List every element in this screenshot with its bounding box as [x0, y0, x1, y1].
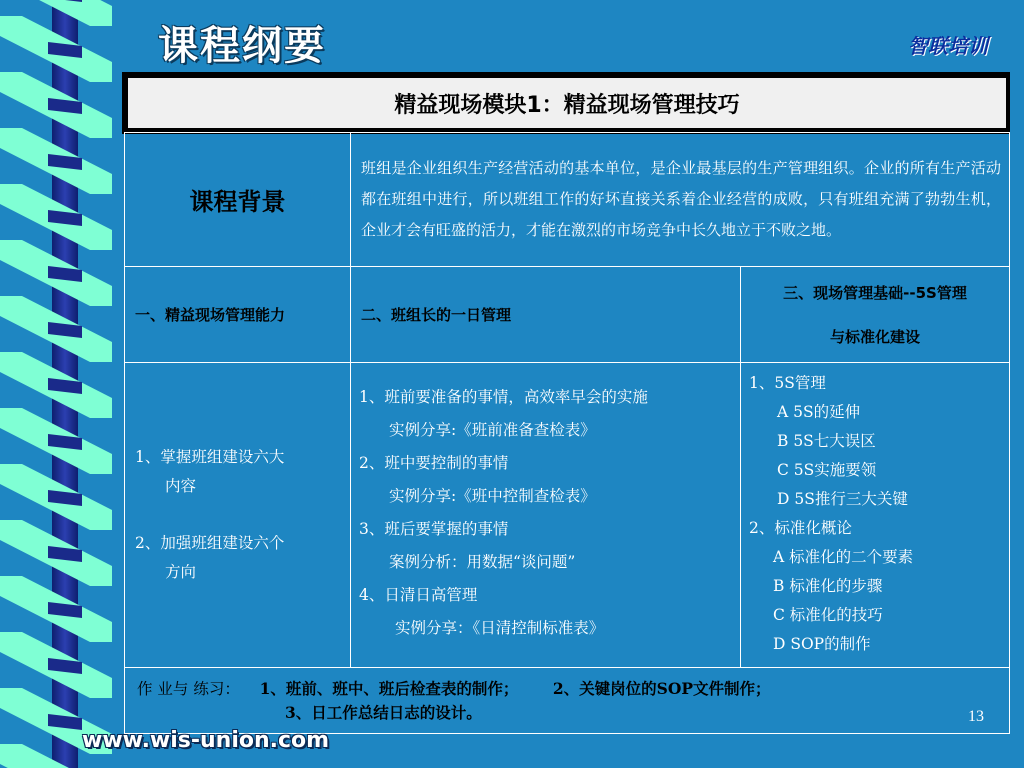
list-item: A 标准化的二个要素: [773, 548, 914, 566]
column-heading-2: 二、班组长的一日管理: [351, 267, 741, 363]
list-item: 1、5S管理: [749, 374, 826, 392]
website-url[interactable]: www.wis-union.com: [82, 728, 330, 753]
list-item: B 5S七大误区: [777, 432, 876, 450]
list-item: C 标准化的技巧: [773, 606, 883, 624]
column-heading-3-line1: 三、现场管理基础--5S管理: [783, 283, 967, 302]
list-item: 2、班中要控制的事情: [359, 454, 509, 472]
column-heading-1: 一、精益现场管理能力: [125, 267, 351, 363]
list-item: C 5S实施要领: [777, 461, 877, 479]
column-3-content: [741, 363, 1010, 668]
column-1-content: [125, 363, 351, 668]
module-title: 精益现场模块1：精益现场管理技巧: [128, 78, 1006, 128]
column-heading-row: [125, 267, 1010, 363]
column-heading-3-line2: 与标准化建设: [829, 327, 920, 346]
page-number: 13: [968, 708, 984, 725]
list-item: 实例分享:《班前准备查检表》: [389, 421, 596, 439]
column-2-content: [351, 363, 741, 668]
column-heading-3: [741, 267, 1010, 363]
background-row: [125, 133, 1010, 267]
list-item: A 5S的延伸: [777, 403, 861, 421]
list-item: 方向: [165, 563, 197, 581]
practice-item-2: 2、关键岗位的SOP文件制作；: [552, 678, 771, 698]
course-outline-table: [124, 132, 1010, 734]
ribbon-pattern: [0, 0, 112, 768]
list-item: D SOP的制作: [773, 635, 871, 653]
list-item: B 标准化的步骤: [773, 577, 883, 595]
list-item: 实例分享:《班中控制查检表》: [389, 487, 596, 505]
practice-label: 作 业与 练习：: [137, 679, 240, 698]
practice-item-1: 1、班前、班中、班后检查表的制作；: [259, 678, 519, 698]
list-item: 3、班后要掌握的事情: [359, 520, 509, 538]
list-item: 实例分享：《日清控制标准表》: [395, 619, 605, 637]
practice-item-3: 3、日工作总结日志的设计。: [285, 702, 482, 722]
list-item: 内容: [165, 477, 197, 495]
list-item: 2、标准化概论: [749, 519, 852, 537]
background-label: 课程背景: [125, 133, 351, 267]
brand-logo-text: 智联培训: [908, 34, 988, 58]
list-item: 2、加强班组建设六个: [135, 534, 285, 552]
practice-cell: [125, 668, 1010, 734]
list-item: 案例分析：用数据“谈问题”: [389, 553, 576, 571]
list-item: 4、日清日高管理: [359, 586, 478, 604]
content-row: [125, 363, 1010, 668]
background-text: 班组是企业组织生产经营活动的基本单位，是企业最基层的生产管理组织。企业的所有生产活动都在班组中进行，所以班组工作的好坏直接关系着企业经营的成败，只有班组充满了勃勃生机，企业才会有旺盛的活力，才能在激烈的市场竞争中长久地立于不败之地。: [351, 133, 1010, 267]
left-ribbon-decoration: [0, 0, 112, 768]
list-item: 1、班前要准备的事情，高效率早会的实施: [359, 388, 648, 406]
page-title: 课程纲要: [158, 23, 326, 69]
list-item: D 5S推行三大关键: [777, 490, 908, 508]
list-item: 1、掌握班组建设六大: [135, 448, 285, 466]
practice-row: [125, 668, 1010, 734]
